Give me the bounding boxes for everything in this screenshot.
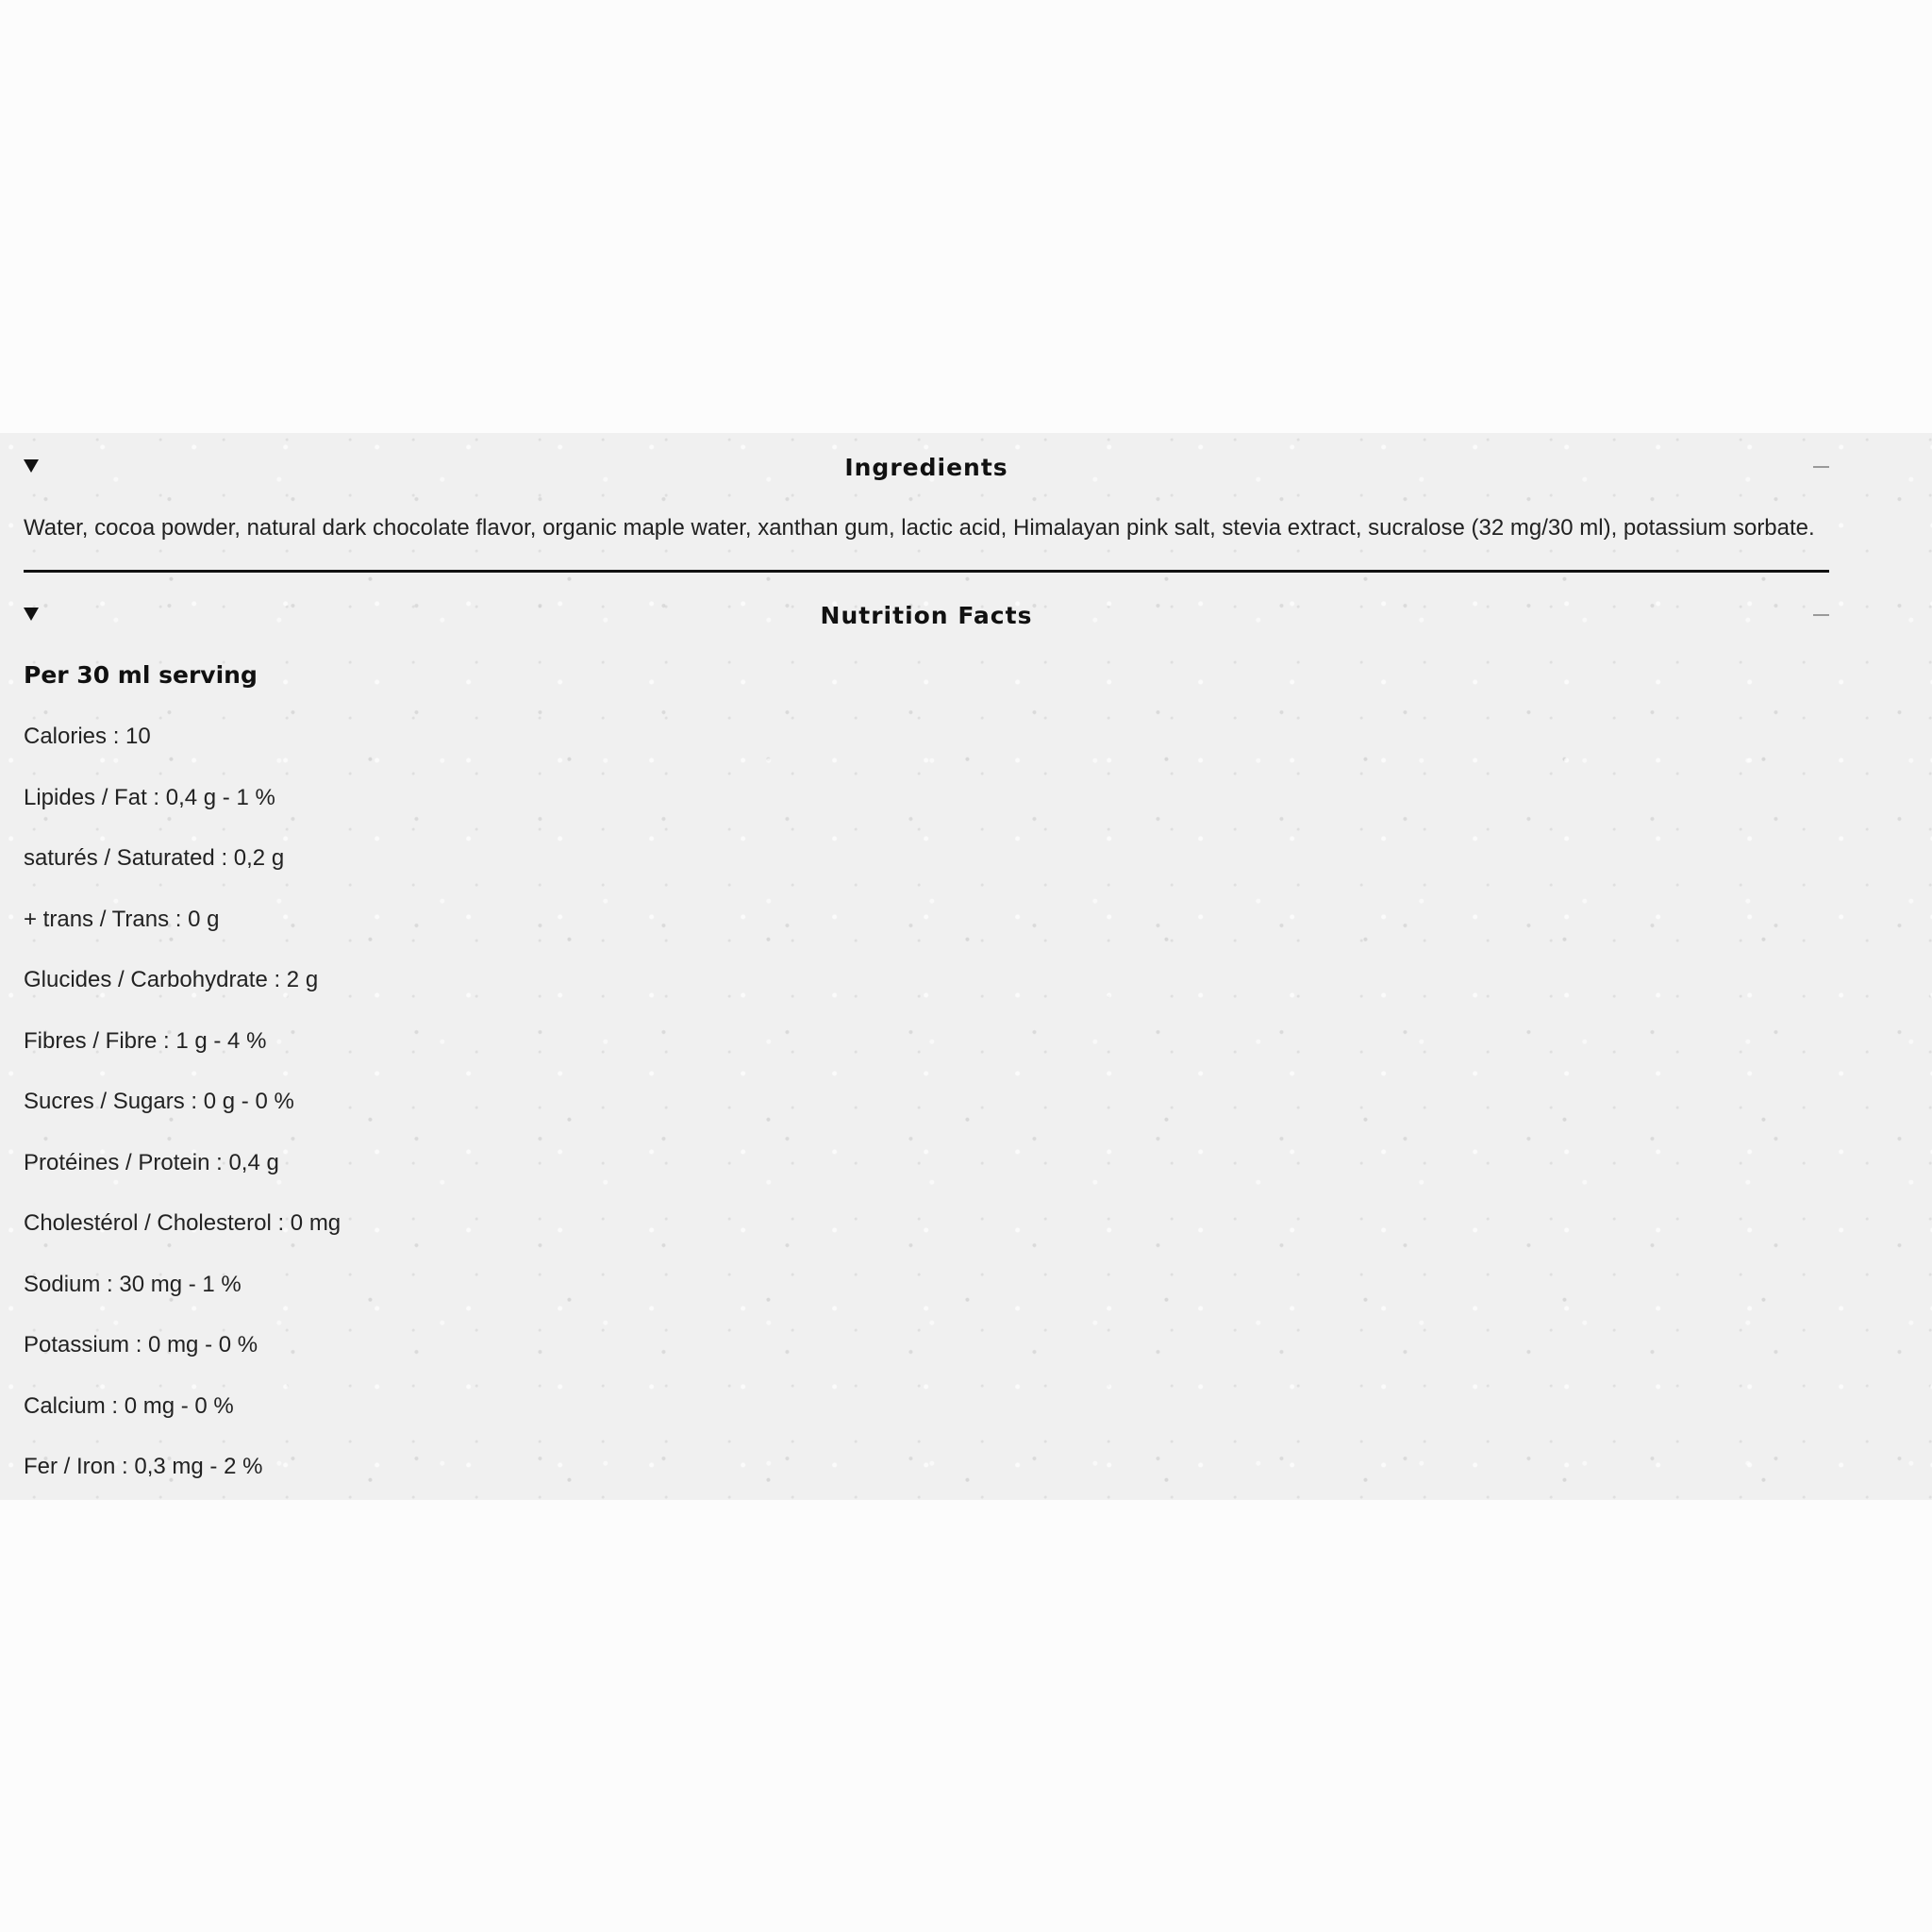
section-divider	[24, 570, 1829, 573]
nutrition-item-potassium: Potassium : 0 mg - 0 %	[24, 1332, 258, 1357]
ingredients-accordion-header[interactable]	[24, 448, 1829, 486]
nutrition-item-iron: Fer / Iron : 0,3 mg - 2 %	[24, 1454, 263, 1479]
ingredients-text: Water, cocoa powder, natural dark chocolate flavor, organic maple water, xanthan gum, lactic acid, Himalayan pink salt, stevia extract, sucralose (32 mg/30 ml), potassium sorbate.	[24, 515, 1815, 541]
nutrition-item-calcium: Calcium : 0 mg - 0 %	[24, 1392, 234, 1419]
ingredients-title: Ingredients	[844, 454, 1008, 481]
nutrition-item-calories: Calories : 10	[24, 724, 151, 749]
nutrition-accordion-header[interactable]	[24, 596, 1829, 634]
serving-size: Per 30 ml serving	[24, 661, 258, 689]
nutrition-item-trans: + trans / Trans : 0 g	[24, 906, 220, 932]
nutrition-item-fat: Lipides / Fat : 0,4 g - 1 %	[24, 784, 275, 810]
nutrition-item-sodium: Sodium : 30 mg - 1 %	[24, 1271, 242, 1297]
minus-icon[interactable]	[1813, 466, 1829, 468]
nutrition-item-sugars: Sucres / Sugars : 0 g - 0 %	[24, 1089, 294, 1114]
nutrition-item-cholesterol: Cholestérol / Cholesterol : 0 mg	[24, 1210, 341, 1236]
nutrition-item-fibre: Fibres / Fibre : 1 g - 4 %	[24, 1027, 267, 1054]
nutrition-item-carbohydrate: Glucides / Carbohydrate : 2 g	[24, 967, 319, 992]
nutrition-title: Nutrition Facts	[820, 602, 1033, 629]
nutrition-item-protein: Protéines / Protein : 0,4 g	[24, 1149, 279, 1175]
nutrition-item-saturated: saturés / Saturated : 0,2 g	[24, 845, 285, 871]
minus-icon[interactable]	[1813, 614, 1829, 616]
nutrition-facts-list	[24, 721, 341, 1512]
